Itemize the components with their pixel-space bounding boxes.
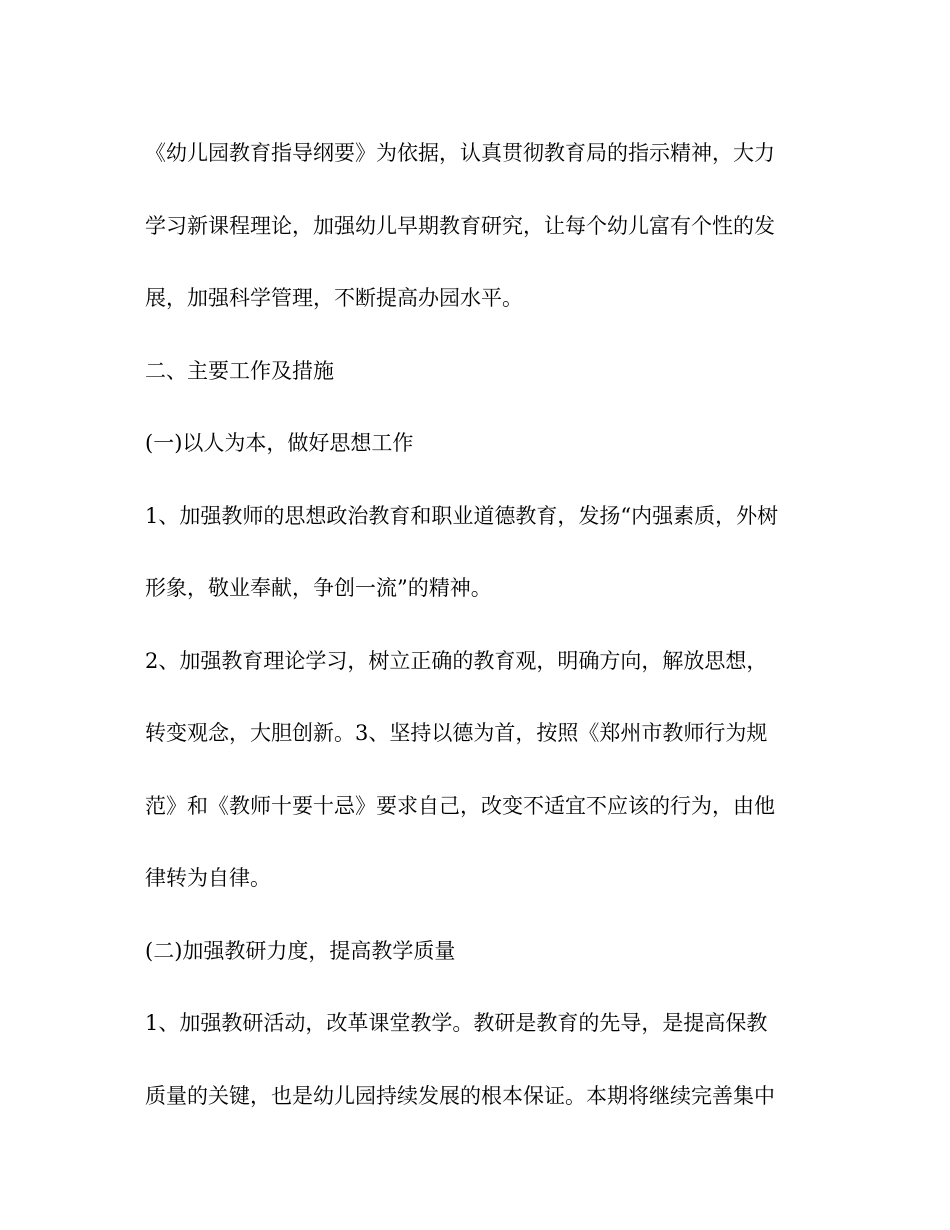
paragraph-line-3: 展，加强科学管理，不断提高办园水平。	[145, 286, 523, 310]
paragraph-line-1: 《幼儿园教育指导纲要》为依据，认真贯彻教育局的指示精神，大力	[145, 141, 775, 165]
paragraph-line-7: 形象，敬业奉献，争创一流”的精神。	[145, 576, 492, 600]
paragraph-line-11: 律转为自律。	[145, 866, 271, 890]
paragraph-line-10: 范》和《教师十要十忌》要求自己，改变不适宜不应该的行为，由他	[145, 793, 775, 818]
section-heading-main-work: 二、主要工作及措施	[145, 358, 334, 383]
subsection-heading-1: (一)以人为本，做好思想工作	[145, 431, 414, 455]
paragraph-line-14: 质量的关键，也是幼儿园持续发展的根本保证。本期将继续完善集中	[145, 1083, 775, 1108]
document-body	[145, 117, 805, 1132]
paragraph-line-8: 2、加强教育理论学习，树立正确的教育观，明确方向，解放思想，	[145, 648, 768, 673]
subsection-heading-2: (二)加强教研力度，提高教学质量	[145, 938, 456, 963]
paragraph-line-9: 转变观念，大胆创新。3、坚持以德为首，按照《郑州市教师行为规	[145, 721, 768, 745]
paragraph-line-13: 1、加强教研活动，改革课堂教学。教研是教育的先导，是提高保教	[145, 1011, 768, 1035]
paragraph-line-6: 1、加强教师的思想政治教育和职业道德教育，发扬“内强素质，外树	[145, 503, 779, 528]
paragraph-line-2: 学习新课程理论，加强幼儿早期教育研究，让每个幼儿富有个性的发	[145, 213, 775, 238]
